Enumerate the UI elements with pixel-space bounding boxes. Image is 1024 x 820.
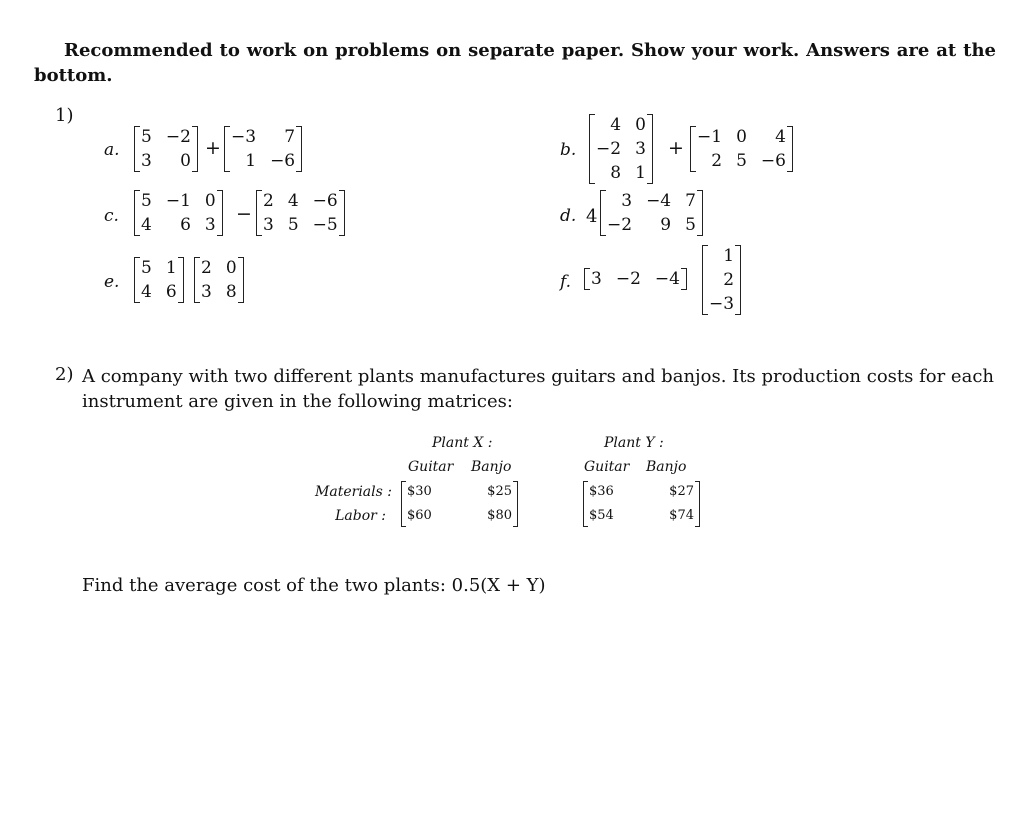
matrix-entry: 0: [180, 151, 191, 171]
matrix-entry: 3: [635, 139, 646, 159]
matrix-entry: 4: [141, 215, 152, 235]
matrix-entry: −1: [165, 191, 191, 211]
row-label-materials: Materials :: [315, 484, 392, 500]
part-d-label: d.: [560, 206, 577, 226]
matrix-f-column: [702, 245, 741, 315]
matrix-entry: −2: [607, 215, 633, 235]
matrix-entry: −5: [312, 215, 338, 235]
plant-x-cell: $30: [407, 484, 432, 499]
matrix-entry: 1: [245, 151, 257, 171]
plant-x-cell: $25: [487, 484, 512, 499]
plant-x-col-guitar: Guitar: [408, 459, 454, 475]
matrix-entry: −2: [165, 127, 191, 147]
part-c-operator: −: [236, 203, 252, 225]
matrix-entry: 1: [723, 246, 735, 266]
matrix-a-second: [224, 126, 302, 172]
problem-2-text: A company with two different plants manufactures guitars and banjos. Its production costs for each instrument are given in the following matrices:: [82, 366, 994, 412]
matrix-b-first: [589, 114, 653, 184]
matrix-entry: 3: [141, 151, 152, 171]
part-b-label: b.: [560, 140, 577, 160]
problem-2-number: 2): [55, 364, 74, 385]
matrix-entry: 3: [201, 282, 212, 302]
matrix-entry: 4: [287, 191, 299, 211]
matrix-entry: 2: [723, 270, 735, 290]
part-c-label: c.: [104, 206, 119, 226]
matrix-entry: 0: [736, 127, 747, 147]
plant-y-cell: $74: [669, 508, 694, 523]
matrix-entry: −3: [709, 294, 735, 314]
matrix-entry: 0: [204, 191, 216, 211]
part-a-operator: +: [205, 137, 221, 159]
matrix-entry: 5: [685, 215, 696, 235]
plant-x-matrix: [401, 481, 518, 527]
matrix-entry: 9: [660, 215, 672, 235]
matrix-entry: 2: [201, 258, 212, 278]
matrix-e-first: [134, 257, 184, 303]
matrix-e-second: [194, 257, 244, 303]
matrix-entry: 5: [141, 258, 152, 278]
matrix-entry: 3: [263, 215, 274, 235]
matrix-entry: −6: [312, 191, 338, 211]
matrix-c-first: [134, 190, 223, 236]
matrix-d: [600, 190, 703, 236]
plant-y-col-guitar: Guitar: [584, 459, 630, 475]
matrix-entry: 6: [165, 282, 177, 302]
plant-x-col-banjo: Banjo: [471, 459, 512, 475]
matrix-entry: −2: [615, 269, 641, 289]
plant-y-cell: $54: [589, 508, 614, 523]
matrix-f-row: [584, 268, 687, 290]
matrix-entry: −4: [646, 191, 672, 211]
matrix-entry: 2: [263, 191, 274, 211]
matrix-b-second: [690, 126, 793, 172]
plant-y-title: Plant Y :: [604, 435, 664, 451]
part-f-label: f.: [560, 272, 572, 292]
matrix-entry: −6: [760, 151, 786, 171]
problem-2-question: Find the average cost of the two plants: 0.5(X + Y): [82, 575, 546, 596]
part-e-label: e.: [104, 272, 120, 292]
matrix-c-second: [256, 190, 345, 236]
matrix-entry: 3: [204, 215, 216, 235]
matrix-entry: 4: [775, 127, 786, 147]
matrix-a-first: [134, 126, 198, 172]
plant-y-matrix: [583, 481, 700, 527]
matrix-entry: 3: [621, 191, 633, 211]
plant-y-col-banjo: Banjo: [646, 459, 687, 475]
matrix-entry: −4: [654, 269, 680, 289]
matrix-entry: 5: [736, 151, 747, 171]
matrix-entry: 3: [591, 269, 602, 289]
matrix-entry: −1: [697, 127, 723, 147]
matrix-entry: 7: [284, 127, 296, 147]
part-b-operator: +: [668, 137, 684, 159]
matrix-entry: −6: [270, 151, 296, 171]
matrix-entry: 4: [141, 282, 152, 302]
matrix-entry: 6: [180, 215, 191, 235]
plant-x-cell: $60: [407, 508, 432, 523]
matrix-entry: 2: [711, 151, 723, 171]
plant-x-cell: $80: [487, 508, 512, 523]
matrix-entry: 1: [635, 163, 646, 183]
matrix-entry: 0: [225, 258, 237, 278]
matrix-entry: 7: [685, 191, 696, 211]
part-d-scalar: 4: [586, 206, 598, 227]
row-label-labor: Labor :: [335, 508, 386, 524]
matrix-entry: 8: [225, 282, 237, 302]
part-a-label: a.: [104, 140, 120, 160]
matrix-entry: 0: [635, 115, 646, 135]
plant-y-cell: $27: [669, 484, 694, 499]
problem-1-number: 1): [55, 105, 74, 126]
instructions-header: Recommended to work on problems on separate paper. Show your work. Answers are at the bottom.: [34, 40, 996, 86]
matrix-entry: −2: [596, 139, 622, 159]
plant-y-cell: $36: [589, 484, 614, 499]
matrix-entry: 4: [610, 115, 622, 135]
matrix-entry: 5: [287, 215, 299, 235]
plant-x-title: Plant X :: [432, 435, 493, 451]
matrix-entry: 5: [141, 191, 152, 211]
matrix-entry: 8: [610, 163, 622, 183]
matrix-entry: 5: [141, 127, 152, 147]
matrix-entry: −3: [231, 127, 257, 147]
matrix-entry: 1: [165, 258, 177, 278]
